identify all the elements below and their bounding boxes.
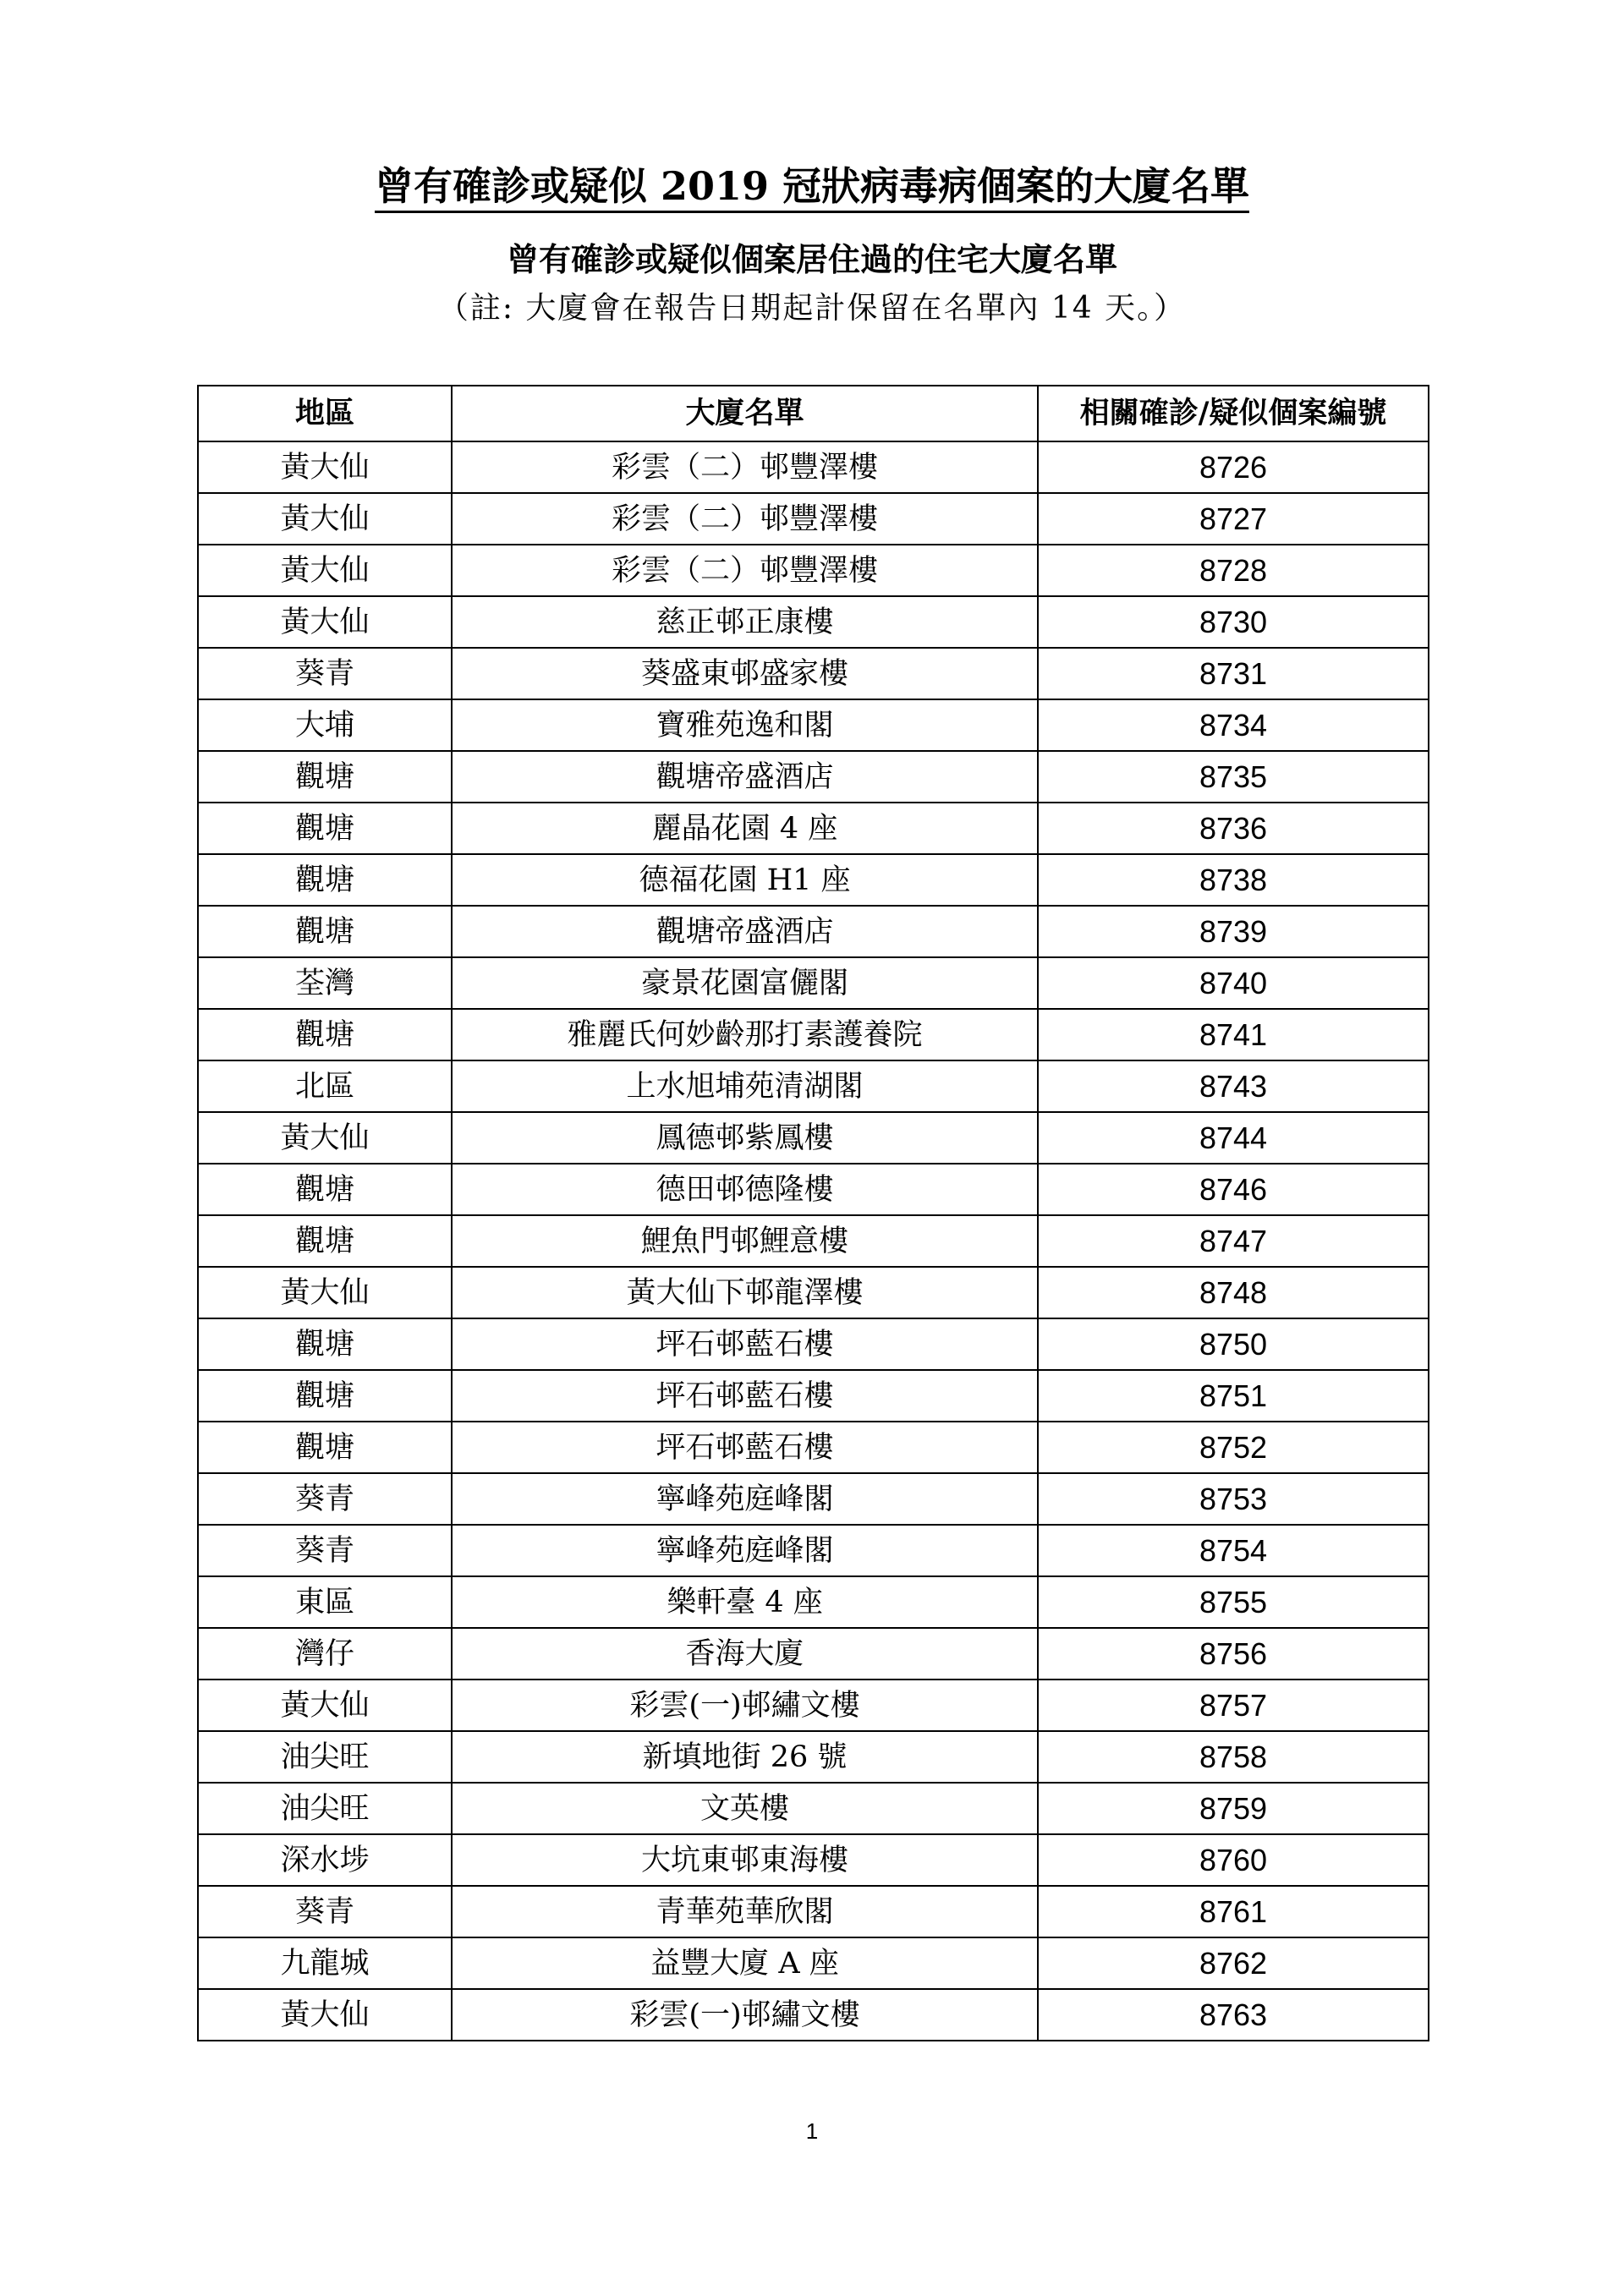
case-number-cell: 8750 [1038, 1318, 1429, 1370]
district-cell: 觀塘 [198, 1318, 452, 1370]
building-cell: 彩雲（二）邨豐澤樓 [452, 493, 1038, 545]
table-row [198, 648, 1429, 699]
building-cell: 新填地街 26 號 [452, 1731, 1038, 1783]
building-cell: 觀塘帝盛酒店 [452, 751, 1038, 803]
table-row [198, 1422, 1429, 1473]
building-cell: 樂軒臺 4 座 [452, 1576, 1038, 1628]
district-cell: 北區 [198, 1060, 452, 1112]
case-number-cell: 8760 [1038, 1834, 1429, 1886]
document-subtitle: 曾有確診或疑似個案居住過的住宅大廈名單 [506, 240, 1117, 278]
table-row [198, 1680, 1429, 1731]
table-row [198, 1370, 1429, 1422]
table-row [198, 751, 1429, 803]
table-row [198, 1009, 1429, 1060]
building-cell: 寧峰苑庭峰閣 [452, 1525, 1038, 1576]
building-cell: 豪景花園富儷閣 [452, 957, 1038, 1009]
case-number-cell: 8728 [1038, 545, 1429, 596]
district-cell: 黃大仙 [198, 1680, 452, 1731]
building-cell: 青華苑華欣閣 [452, 1886, 1038, 1937]
building-cell: 觀塘帝盛酒店 [452, 906, 1038, 957]
district-cell: 黃大仙 [198, 1989, 452, 2041]
table-row [198, 906, 1429, 957]
district-cell: 深水埗 [198, 1834, 452, 1886]
case-number-cell: 8754 [1038, 1525, 1429, 1576]
document-title-text: 曾有確診或疑似 2019 冠狀病毒病個案的大廈名單 [375, 163, 1249, 213]
building-cell: 寧峰苑庭峰閣 [452, 1473, 1038, 1525]
table-row [198, 1060, 1429, 1112]
district-cell: 九龍城 [198, 1937, 452, 1989]
building-cell: 彩雲(一)邨繡文樓 [452, 1680, 1038, 1731]
district-cell: 荃灣 [198, 957, 452, 1009]
district-cell: 觀塘 [198, 854, 452, 906]
building-cell: 德福花園 H1 座 [452, 854, 1038, 906]
table-row [198, 1215, 1429, 1267]
table-row [198, 1989, 1429, 2041]
case-number-cell: 8748 [1038, 1267, 1429, 1318]
table-row [198, 441, 1429, 493]
district-cell: 葵青 [198, 1525, 452, 1576]
table-row [198, 1576, 1429, 1628]
case-number-cell: 8751 [1038, 1370, 1429, 1422]
district-cell: 觀塘 [198, 1370, 452, 1422]
district-cell: 觀塘 [198, 906, 452, 957]
building-cell: 香海大廈 [452, 1628, 1038, 1680]
district-cell: 觀塘 [198, 751, 452, 803]
building-cell: 大坑東邨東海樓 [452, 1834, 1038, 1886]
header-case-number: 相關確診/疑似個案編號 [1038, 386, 1429, 441]
case-number-cell: 8731 [1038, 648, 1429, 699]
building-cell: 鳳德邨紫鳳樓 [452, 1112, 1038, 1164]
retention-note: （註: 大廈會在報告日期起計保留在名單內 14 天。） [437, 291, 1187, 326]
building-cell: 慈正邨正康樓 [452, 596, 1038, 648]
building-cell: 雅麗氏何妙齡那打素護養院 [452, 1009, 1038, 1060]
table-header-row [198, 386, 1429, 441]
building-cell: 益豐大廈 A 座 [452, 1937, 1038, 1989]
case-number-cell: 8758 [1038, 1731, 1429, 1783]
district-cell: 觀塘 [198, 1009, 452, 1060]
case-number-cell: 8753 [1038, 1473, 1429, 1525]
table-row [198, 596, 1429, 648]
district-cell: 東區 [198, 1576, 452, 1628]
case-number-cell: 8739 [1038, 906, 1429, 957]
building-cell: 彩雲（二）邨豐澤樓 [452, 441, 1038, 493]
table-row [198, 1628, 1429, 1680]
district-cell: 黃大仙 [198, 441, 452, 493]
district-cell: 觀塘 [198, 803, 452, 854]
case-number-cell: 8756 [1038, 1628, 1429, 1680]
case-number-cell: 8746 [1038, 1164, 1429, 1215]
table-row [198, 1473, 1429, 1525]
district-cell: 觀塘 [198, 1215, 452, 1267]
table-row [198, 545, 1429, 596]
case-number-cell: 8761 [1038, 1886, 1429, 1937]
district-cell: 黃大仙 [198, 596, 452, 648]
district-cell: 葵青 [198, 1473, 452, 1525]
district-cell: 觀塘 [198, 1164, 452, 1215]
table-row [198, 957, 1429, 1009]
page-number: 1 [805, 2118, 819, 2144]
building-cell: 坪石邨藍石樓 [452, 1422, 1038, 1473]
case-number-cell: 8747 [1038, 1215, 1429, 1267]
building-cell: 文英樓 [452, 1783, 1038, 1834]
case-number-cell: 8755 [1038, 1576, 1429, 1628]
district-cell: 葵青 [198, 1886, 452, 1937]
table-row [198, 493, 1429, 545]
building-cell: 麗晶花園 4 座 [452, 803, 1038, 854]
table-body [198, 441, 1429, 2041]
district-cell: 油尖旺 [198, 1731, 452, 1783]
building-cell: 坪石邨藍石樓 [452, 1370, 1038, 1422]
building-cell: 黃大仙下邨龍澤樓 [452, 1267, 1038, 1318]
building-cell: 鯉魚門邨鯉意樓 [452, 1215, 1038, 1267]
district-cell: 黃大仙 [198, 1267, 452, 1318]
table-row [198, 1318, 1429, 1370]
case-number-cell: 8757 [1038, 1680, 1429, 1731]
table-row [198, 1525, 1429, 1576]
table-row [198, 1112, 1429, 1164]
case-number-cell: 8743 [1038, 1060, 1429, 1112]
building-cell: 彩雲(一)邨繡文樓 [452, 1989, 1038, 2041]
table-row [198, 699, 1429, 751]
table-row [198, 803, 1429, 854]
building-cell: 坪石邨藍石樓 [452, 1318, 1038, 1370]
case-number-cell: 8735 [1038, 751, 1429, 803]
district-cell: 觀塘 [198, 1422, 452, 1473]
table-row [198, 1834, 1429, 1886]
district-cell: 灣仔 [198, 1628, 452, 1680]
table-row [198, 1267, 1429, 1318]
case-number-cell: 8727 [1038, 493, 1429, 545]
case-number-cell: 8762 [1038, 1937, 1429, 1989]
case-number-cell: 8763 [1038, 1989, 1429, 2041]
header-district: 地區 [198, 386, 452, 441]
case-number-cell: 8752 [1038, 1422, 1429, 1473]
buildings-table [197, 385, 1429, 2041]
table-row [198, 1886, 1429, 1937]
header-building: 大廈名單 [452, 386, 1038, 441]
district-cell: 黃大仙 [198, 1112, 452, 1164]
case-number-cell: 8734 [1038, 699, 1429, 751]
district-cell: 葵青 [198, 648, 452, 699]
table-row [198, 1164, 1429, 1215]
building-cell: 葵盛東邨盛家樓 [452, 648, 1038, 699]
table-row [198, 1731, 1429, 1783]
document-title [0, 161, 1624, 211]
case-number-cell: 8738 [1038, 854, 1429, 906]
case-number-cell: 8730 [1038, 596, 1429, 648]
building-cell: 上水旭埔苑清湖閣 [452, 1060, 1038, 1112]
district-cell: 油尖旺 [198, 1783, 452, 1834]
table-row [198, 854, 1429, 906]
case-number-cell: 8741 [1038, 1009, 1429, 1060]
table-row [198, 1783, 1429, 1834]
case-number-cell: 8726 [1038, 441, 1429, 493]
building-cell: 彩雲（二）邨豐澤樓 [452, 545, 1038, 596]
district-cell: 黃大仙 [198, 545, 452, 596]
case-number-cell: 8736 [1038, 803, 1429, 854]
district-cell: 黃大仙 [198, 493, 452, 545]
case-number-cell: 8740 [1038, 957, 1429, 1009]
case-number-cell: 8744 [1038, 1112, 1429, 1164]
case-number-cell: 8759 [1038, 1783, 1429, 1834]
building-cell: 德田邨德隆樓 [452, 1164, 1038, 1215]
building-cell: 寶雅苑逸和閣 [452, 699, 1038, 751]
table-row [198, 1937, 1429, 1989]
district-cell: 大埔 [198, 699, 452, 751]
